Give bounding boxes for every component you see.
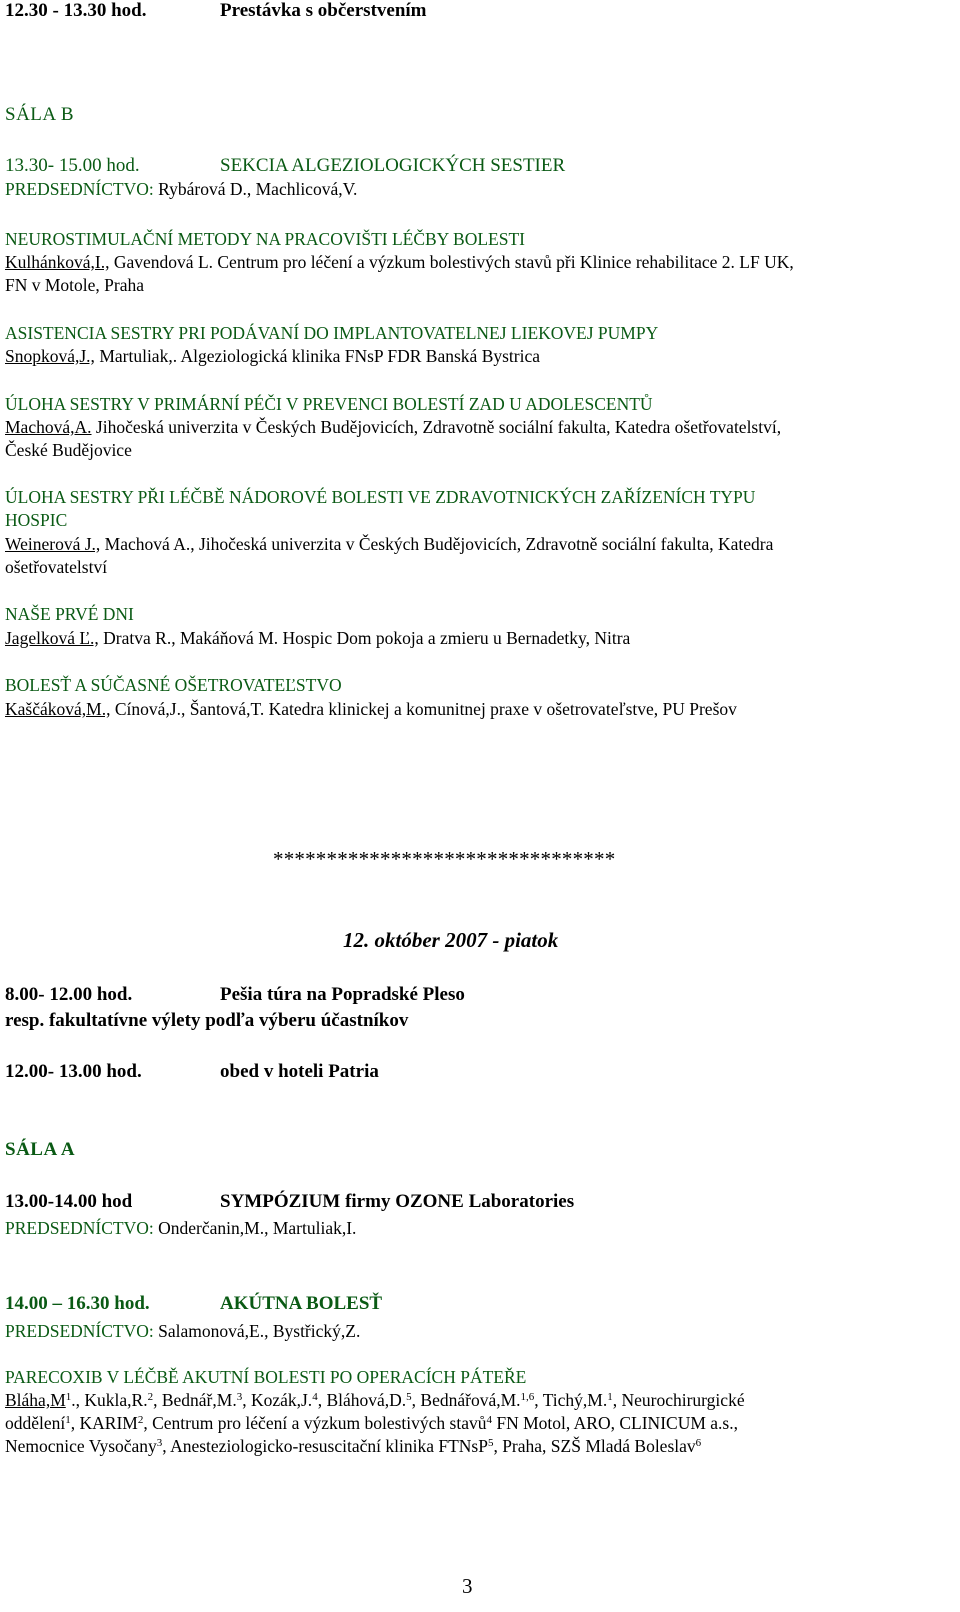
talk3-authors: [5, 416, 781, 438]
author-tichy: , Tichý,M.: [534, 1390, 608, 1410]
talk3-affiliation-line2: České Budějovice: [5, 440, 132, 460]
separator-stars: ********************************: [273, 847, 616, 871]
talk4-affiliation-line2: ošetřovatelství: [5, 557, 108, 577]
hike-time: 8.00- 12.00 hod.: [5, 984, 133, 1005]
talk1-authors: [5, 251, 794, 273]
talk5-title: NAŠE PRVÉ DNI: [5, 604, 134, 624]
chairs-label: PREDSEDNÍCTVO:: [5, 1218, 154, 1238]
talk-last-title: PARECOXIB V LÉČBĚ AKUTNÍ BOLESTI PO OPERACÍCH PÁTEŘE: [5, 1367, 527, 1387]
section1-title: SEKCIA ALGEZIOLOGICKÝCH SESTIER: [220, 155, 566, 176]
hall-b-heading: SÁLA B: [5, 104, 74, 125]
footnote-ref: 1: [65, 1414, 71, 1426]
author-blaha: Bláha,M: [5, 1390, 66, 1410]
talk6-affiliation: Cínová,J., Šantová,T. Katedra klinickej a komunitnej praxe v ošetrovateľstve, PU Prešov: [110, 699, 737, 719]
section2-time: 13.00-14.00 hod: [5, 1191, 133, 1212]
talk5-authors: [5, 627, 630, 649]
talk1-affiliation-line2: FN v Motole, Praha: [5, 275, 145, 295]
author-blahova: , Bláhová,D.: [317, 1390, 407, 1410]
talk-last-authors-line2: [5, 1412, 738, 1434]
affiliation-text: FN Motol, ARO, CLINICUM a.s.,: [491, 1413, 738, 1433]
hike-title: Pešia túra na Popradské Pleso: [220, 984, 465, 1005]
section1-chairs: [5, 178, 357, 200]
affiliation-text: , Centrum pro léčení a výzkum bolestivých stavů: [143, 1413, 487, 1433]
page-number: 3: [462, 1574, 473, 1598]
talk4-authors: [5, 533, 773, 555]
footnote-ref: 3: [156, 1437, 163, 1449]
talk3-affiliation: Jihočeská univerzita v Českých Budějovicích, Zdravotně sociální fakulta, Katedra ošetřovatelství,: [91, 417, 782, 437]
footnote-ref: 1: [65, 1391, 72, 1403]
footnote-ref: 1: [607, 1391, 613, 1403]
talk5-affiliation: Dratva R., Makáňová M. Hospic Dom pokoja a zmieru u Bernadetky, Nitra: [98, 628, 631, 648]
talk6-first-author: Kaščáková,M.,: [5, 699, 111, 719]
footnote-ref: 2: [147, 1391, 154, 1403]
hike-note: resp. fakultatívne výlety podľa výberu účastníkov: [5, 1010, 409, 1031]
talk3-first-author: Machová,A.: [5, 417, 92, 437]
talk6-title: BOLESŤ A SÚČASNÉ OŠETROVATEĽSTVO: [5, 675, 342, 695]
talk3-title: ÚLOHA SESTRY V PRIMÁRNÍ PÉČI V PREVENCI BOLESTÍ ZAD U ADOLESCENTŮ: [5, 394, 653, 414]
author-bednar: , Bednář,M.: [153, 1390, 237, 1410]
section2-title: SYMPÓZIUM firmy OZONE Laboratories: [220, 1191, 575, 1212]
section1-time: 13.30- 15.00 hod.: [5, 155, 140, 176]
author-kukla: ., Kukla,R.: [71, 1390, 148, 1410]
affiliation-text: Nemocnice Vysočany: [5, 1436, 157, 1456]
hall-a-heading: SÁLA A: [5, 1139, 76, 1160]
footnote-ref: 6: [695, 1437, 702, 1449]
chairs-names: Onderčanin,M., Martuliak,I.: [153, 1218, 357, 1238]
talk4-first-author: Weinerová J.,: [5, 534, 101, 554]
section2-chairs: [5, 1217, 356, 1239]
talk4-affiliation: Machová A., Jihočeská univerzita v Českých Budějovicích, Zdravotně sociální fakulta, Katedra: [100, 534, 774, 554]
day-heading: 12. október 2007 - piatok: [343, 928, 559, 952]
footnote-ref: 5: [487, 1437, 494, 1449]
affiliation-text: , Praha, SZŠ Mladá Boleslav: [493, 1436, 696, 1456]
section3-chairs: [5, 1320, 360, 1342]
footnote-ref: 5: [406, 1391, 412, 1403]
talk1-affiliation: Gavendová L. Centrum pro léčení a výzkum bolestivých stavů při Klinice rehabilitace 2. LF UK,: [109, 252, 794, 272]
chairs-names: Salamonová,E., Bystřický,Z.: [153, 1321, 361, 1341]
footnote-ref: 3: [236, 1391, 243, 1403]
author-bednarova: , Bednářová,M.: [411, 1390, 521, 1410]
affiliation-text: , Neurochirurgické: [612, 1390, 745, 1410]
break-title: Prestávka s občerstvením: [220, 0, 427, 21]
talk1-first-author: Kulhánková,I.,: [5, 252, 110, 272]
author-kozak: , Kozák,J.: [242, 1390, 313, 1410]
talk2-first-author: Snopková,J.,: [5, 346, 95, 366]
affiliation-text: , Anesteziologicko-resuscitační klinika FTNsP: [162, 1436, 488, 1456]
talk-last-authors-line1: [5, 1389, 745, 1411]
chairs-label: PREDSEDNÍCTVO:: [5, 1321, 154, 1341]
talk-last-authors-line3: [5, 1435, 701, 1457]
talk4-title: ÚLOHA SESTRY PŘI LÉČBĚ NÁDOROVÉ BOLESTI VE ZDRAVOTNICKÝCH ZAŘÍZENÍCH TYPU: [5, 487, 756, 507]
talk6-authors: [5, 698, 737, 720]
lunch-time: 12.00- 13.00 hod.: [5, 1061, 142, 1082]
talk4-title-line2: HOSPIC: [5, 510, 68, 530]
talk2-title: ASISTENCIA SESTRY PRI PODÁVANÍ DO IMPLANTOVATELNEJ LIEKOVEJ PUMPY: [5, 323, 659, 343]
section3-time: 14.00 – 16.30 hod.: [5, 1293, 150, 1314]
footnote-ref: 4: [486, 1414, 492, 1426]
section3-title: AKÚTNA BOLESŤ: [220, 1293, 383, 1314]
footnote-ref: 4: [312, 1391, 318, 1403]
chairs-names: Rybárová D., Machlicová,V.: [153, 179, 358, 199]
affiliation-text: oddělení: [5, 1413, 66, 1433]
footnote-ref: 1,6: [520, 1391, 535, 1403]
affiliation-text: , KARIM: [70, 1413, 138, 1433]
lunch-title: obed v hoteli Patria: [220, 1061, 379, 1082]
talk2-authors: [5, 345, 540, 367]
break-time: 12.30 - 13.30 hod.: [5, 0, 147, 21]
talk5-first-author: Jagelková Ľ.,: [5, 628, 99, 648]
chairs-label: PREDSEDNÍCTVO:: [5, 179, 154, 199]
footnote-ref: 2: [137, 1414, 144, 1426]
talk1-title: NEUROSTIMULAČNÍ METODY NA PRACOVIŠTI LÉČBY BOLESTI: [5, 229, 525, 249]
talk2-affiliation: Martuliak,. Algeziologická klinika FNsP FDR Banská Bystrica: [94, 346, 541, 366]
